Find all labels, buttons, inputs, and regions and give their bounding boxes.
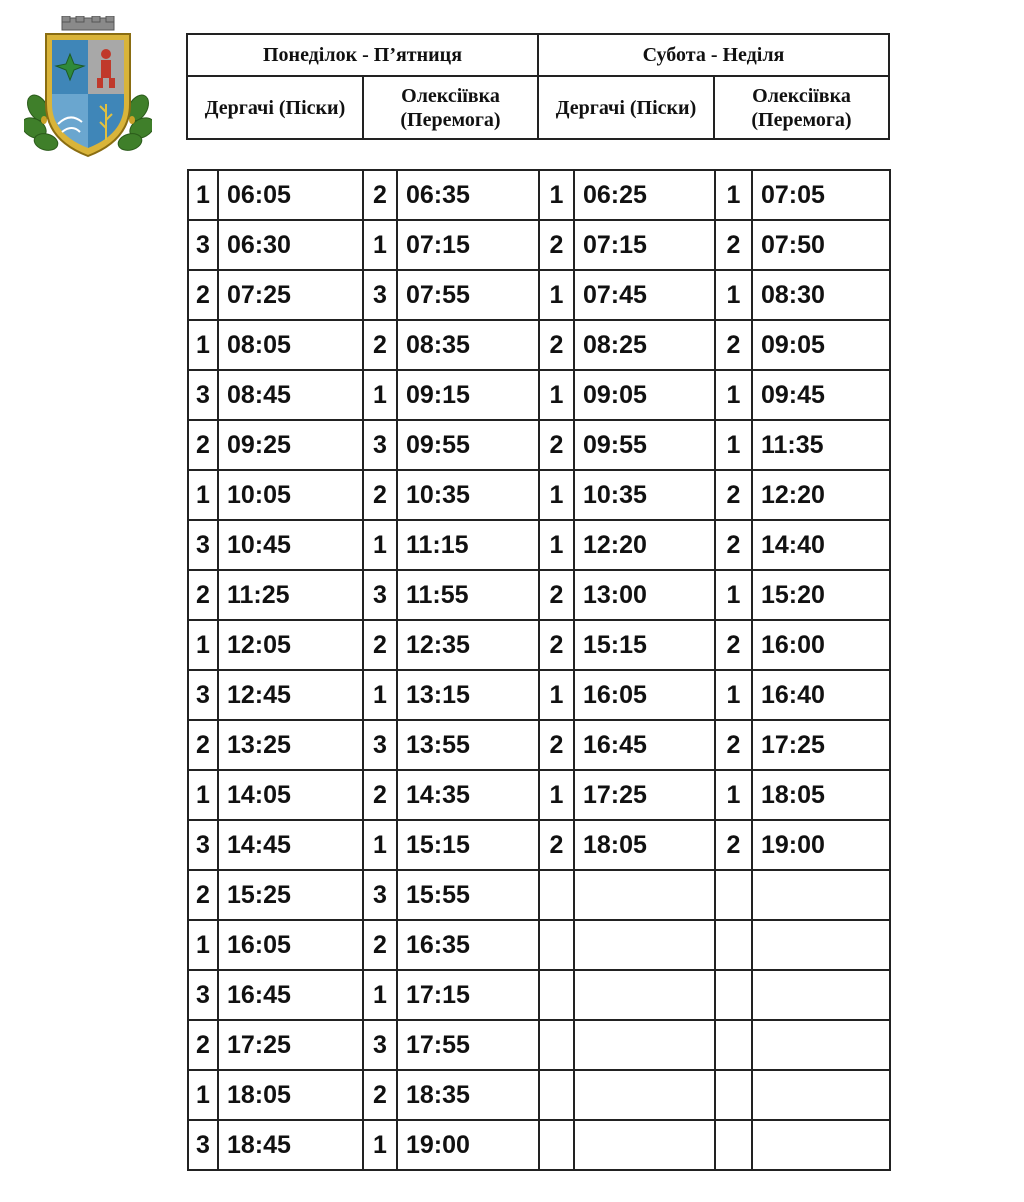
departure-time: 17:25 xyxy=(752,720,890,770)
departure-time xyxy=(574,1070,715,1120)
bus-number: 2 xyxy=(715,320,752,370)
schedule-row xyxy=(188,320,890,370)
departure-time: 17:55 xyxy=(397,1020,539,1070)
departure-time xyxy=(574,870,715,920)
departure-time: 09:15 xyxy=(397,370,539,420)
bus-number: 1 xyxy=(715,170,752,220)
bus-number xyxy=(539,1070,574,1120)
departure-time: 08:25 xyxy=(574,320,715,370)
bus-number xyxy=(539,1020,574,1070)
bus-number: 1 xyxy=(539,170,574,220)
stop-header-dergachi-weekend: Дергачі (Піски) xyxy=(538,76,714,139)
stop-header-dergachi-weekday: Дергачі (Піски) xyxy=(187,76,363,139)
departure-time: 12:45 xyxy=(218,670,363,720)
bus-number: 1 xyxy=(188,1070,218,1120)
bus-number: 2 xyxy=(539,420,574,470)
departure-time: 15:20 xyxy=(752,570,890,620)
schedule-row xyxy=(188,470,890,520)
departure-time xyxy=(574,1120,715,1170)
departure-time: 19:00 xyxy=(752,820,890,870)
bus-number: 2 xyxy=(363,920,397,970)
bus-number: 2 xyxy=(715,520,752,570)
departure-time: 11:55 xyxy=(397,570,539,620)
schedule-row xyxy=(188,1120,890,1170)
bus-number: 3 xyxy=(363,720,397,770)
departure-time: 11:15 xyxy=(397,520,539,570)
bus-number: 2 xyxy=(715,820,752,870)
departure-time: 14:35 xyxy=(397,770,539,820)
bus-number xyxy=(539,970,574,1020)
bus-number: 2 xyxy=(539,320,574,370)
coat-of-arms-icon xyxy=(24,16,152,158)
bus-number: 3 xyxy=(363,270,397,320)
bus-number: 3 xyxy=(363,570,397,620)
schedule-row xyxy=(188,270,890,320)
departure-time: 12:05 xyxy=(218,620,363,670)
bus-number xyxy=(539,1120,574,1170)
departure-time xyxy=(574,920,715,970)
stop-subname: (Перемога) xyxy=(751,108,852,131)
departure-time: 11:35 xyxy=(752,420,890,470)
departure-time: 07:55 xyxy=(397,270,539,320)
departure-time: 19:00 xyxy=(397,1120,539,1170)
departure-time: 14:05 xyxy=(218,770,363,820)
departure-time: 09:05 xyxy=(574,370,715,420)
bus-number xyxy=(715,920,752,970)
bus-number: 1 xyxy=(188,470,218,520)
bus-number: 1 xyxy=(363,670,397,720)
departure-time: 18:05 xyxy=(218,1070,363,1120)
bus-number: 2 xyxy=(363,170,397,220)
bus-number: 1 xyxy=(539,470,574,520)
schedule-row xyxy=(188,220,890,270)
departure-time: 06:05 xyxy=(218,170,363,220)
departure-time xyxy=(752,970,890,1020)
departure-time: 16:40 xyxy=(752,670,890,720)
departure-time: 13:25 xyxy=(218,720,363,770)
departure-time: 15:55 xyxy=(397,870,539,920)
departure-time: 09:45 xyxy=(752,370,890,420)
departure-time: 06:30 xyxy=(218,220,363,270)
bus-number: 1 xyxy=(363,370,397,420)
departure-time: 07:05 xyxy=(752,170,890,220)
bus-number: 2 xyxy=(539,820,574,870)
departure-time: 09:25 xyxy=(218,420,363,470)
departure-time: 15:15 xyxy=(574,620,715,670)
departure-time: 08:05 xyxy=(218,320,363,370)
bus-number: 2 xyxy=(363,770,397,820)
bus-number: 3 xyxy=(188,820,218,870)
departure-time: 07:50 xyxy=(752,220,890,270)
bus-number: 2 xyxy=(715,470,752,520)
bus-number: 1 xyxy=(363,220,397,270)
departure-time: 15:25 xyxy=(218,870,363,920)
departure-time: 14:45 xyxy=(218,820,363,870)
bus-number: 2 xyxy=(363,320,397,370)
bus-number xyxy=(715,1120,752,1170)
departure-time: 09:55 xyxy=(574,420,715,470)
schedule-row xyxy=(188,720,890,770)
departure-time: 07:15 xyxy=(574,220,715,270)
stop-header-oleksiivka-weekday xyxy=(363,76,538,139)
departure-time xyxy=(752,1020,890,1070)
departure-time: 13:00 xyxy=(574,570,715,620)
bus-number xyxy=(715,970,752,1020)
bus-number: 1 xyxy=(715,420,752,470)
weekdays-title: Понеділок - П’ятниця xyxy=(187,34,538,76)
departure-time xyxy=(574,970,715,1020)
bus-number: 3 xyxy=(188,220,218,270)
departure-time: 17:25 xyxy=(218,1020,363,1070)
departure-time: 16:00 xyxy=(752,620,890,670)
schedule-row xyxy=(188,370,890,420)
bus-number: 2 xyxy=(188,420,218,470)
bus-number: 2 xyxy=(539,620,574,670)
departure-time: 16:45 xyxy=(218,970,363,1020)
stop-name: Олексіївка xyxy=(752,84,851,107)
departure-time: 12:20 xyxy=(752,470,890,520)
bus-number: 2 xyxy=(363,620,397,670)
departure-time: 08:30 xyxy=(752,270,890,320)
stop-subname: (Перемога) xyxy=(400,108,501,131)
schedule-row xyxy=(188,920,890,970)
bus-number: 3 xyxy=(363,420,397,470)
departure-time xyxy=(752,1120,890,1170)
schedule-row xyxy=(188,1070,890,1120)
bus-number: 1 xyxy=(188,170,218,220)
bus-number: 1 xyxy=(715,270,752,320)
departure-time xyxy=(752,870,890,920)
bus-number: 1 xyxy=(363,520,397,570)
bus-number: 1 xyxy=(188,770,218,820)
bus-number: 2 xyxy=(188,1020,218,1070)
departure-time: 18:35 xyxy=(397,1070,539,1120)
schedule-row xyxy=(188,770,890,820)
departure-time: 16:45 xyxy=(574,720,715,770)
schedule-row xyxy=(188,870,890,920)
departure-time: 10:45 xyxy=(218,520,363,570)
departure-time: 17:25 xyxy=(574,770,715,820)
departure-time: 16:05 xyxy=(574,670,715,720)
departure-time: 08:45 xyxy=(218,370,363,420)
departure-time: 13:55 xyxy=(397,720,539,770)
bus-number: 3 xyxy=(188,520,218,570)
schedule-row xyxy=(188,820,890,870)
bus-number: 2 xyxy=(188,720,218,770)
departure-time: 14:40 xyxy=(752,520,890,570)
departure-time: 12:20 xyxy=(574,520,715,570)
departure-time: 06:35 xyxy=(397,170,539,220)
bus-number: 3 xyxy=(363,870,397,920)
schedule-row xyxy=(188,520,890,570)
departure-time: 07:45 xyxy=(574,270,715,320)
departure-time: 10:05 xyxy=(218,470,363,520)
bus-number: 1 xyxy=(539,270,574,320)
bus-number: 1 xyxy=(188,620,218,670)
departure-time: 12:35 xyxy=(397,620,539,670)
bus-number: 2 xyxy=(188,570,218,620)
bus-number xyxy=(715,1020,752,1070)
bus-number: 1 xyxy=(715,370,752,420)
bus-number xyxy=(715,1070,752,1120)
bus-number: 2 xyxy=(363,470,397,520)
departure-time xyxy=(752,1070,890,1120)
bus-number: 1 xyxy=(715,670,752,720)
bus-number: 3 xyxy=(188,370,218,420)
departure-time: 18:05 xyxy=(574,820,715,870)
departure-time: 11:25 xyxy=(218,570,363,620)
bus-number: 2 xyxy=(715,720,752,770)
departure-time: 10:35 xyxy=(397,470,539,520)
bus-number: 1 xyxy=(715,770,752,820)
bus-number xyxy=(715,870,752,920)
bus-number: 1 xyxy=(539,370,574,420)
stop-name: Олексіївка xyxy=(401,84,500,107)
bus-number: 2 xyxy=(363,1070,397,1120)
departure-time: 15:15 xyxy=(397,820,539,870)
bus-number: 1 xyxy=(539,520,574,570)
departure-time: 18:45 xyxy=(218,1120,363,1170)
departure-time: 16:35 xyxy=(397,920,539,970)
departure-time xyxy=(752,920,890,970)
bus-number: 1 xyxy=(363,970,397,1020)
schedule-row xyxy=(188,420,890,470)
departure-time: 08:35 xyxy=(397,320,539,370)
departure-time: 16:05 xyxy=(218,920,363,970)
bus-number xyxy=(539,870,574,920)
bus-number: 1 xyxy=(363,1120,397,1170)
bus-number: 3 xyxy=(188,1120,218,1170)
bus-number: 2 xyxy=(539,720,574,770)
bus-number: 3 xyxy=(188,970,218,1020)
departure-time: 06:25 xyxy=(574,170,715,220)
bus-number: 2 xyxy=(539,570,574,620)
bus-number: 2 xyxy=(715,220,752,270)
bus-number: 3 xyxy=(363,1020,397,1070)
schedule-row xyxy=(188,570,890,620)
departure-time: 09:55 xyxy=(397,420,539,470)
departure-time: 09:05 xyxy=(752,320,890,370)
bus-number xyxy=(539,920,574,970)
bus-number: 1 xyxy=(188,920,218,970)
schedule-row xyxy=(188,620,890,670)
bus-number: 1 xyxy=(363,820,397,870)
bus-number: 2 xyxy=(539,220,574,270)
schedule-row xyxy=(188,670,890,720)
departure-time: 07:15 xyxy=(397,220,539,270)
bus-number: 2 xyxy=(188,270,218,320)
schedule-table xyxy=(187,169,891,1171)
departure-time: 07:25 xyxy=(218,270,363,320)
stop-header-oleksiivka-weekend xyxy=(714,76,889,139)
bus-number: 1 xyxy=(539,670,574,720)
schedule-row xyxy=(188,1020,890,1070)
bus-number: 2 xyxy=(188,870,218,920)
departure-time: 13:15 xyxy=(397,670,539,720)
weekend-title: Субота - Неділя xyxy=(538,34,889,76)
schedule-row xyxy=(188,170,890,220)
bus-number: 3 xyxy=(188,670,218,720)
header-table xyxy=(186,33,890,140)
departure-time xyxy=(574,1020,715,1070)
departure-time: 17:15 xyxy=(397,970,539,1020)
departure-time: 10:35 xyxy=(574,470,715,520)
schedule-row xyxy=(188,970,890,1020)
bus-number: 1 xyxy=(539,770,574,820)
bus-number: 1 xyxy=(715,570,752,620)
bus-number: 1 xyxy=(188,320,218,370)
departure-time: 18:05 xyxy=(752,770,890,820)
bus-number: 2 xyxy=(715,620,752,670)
